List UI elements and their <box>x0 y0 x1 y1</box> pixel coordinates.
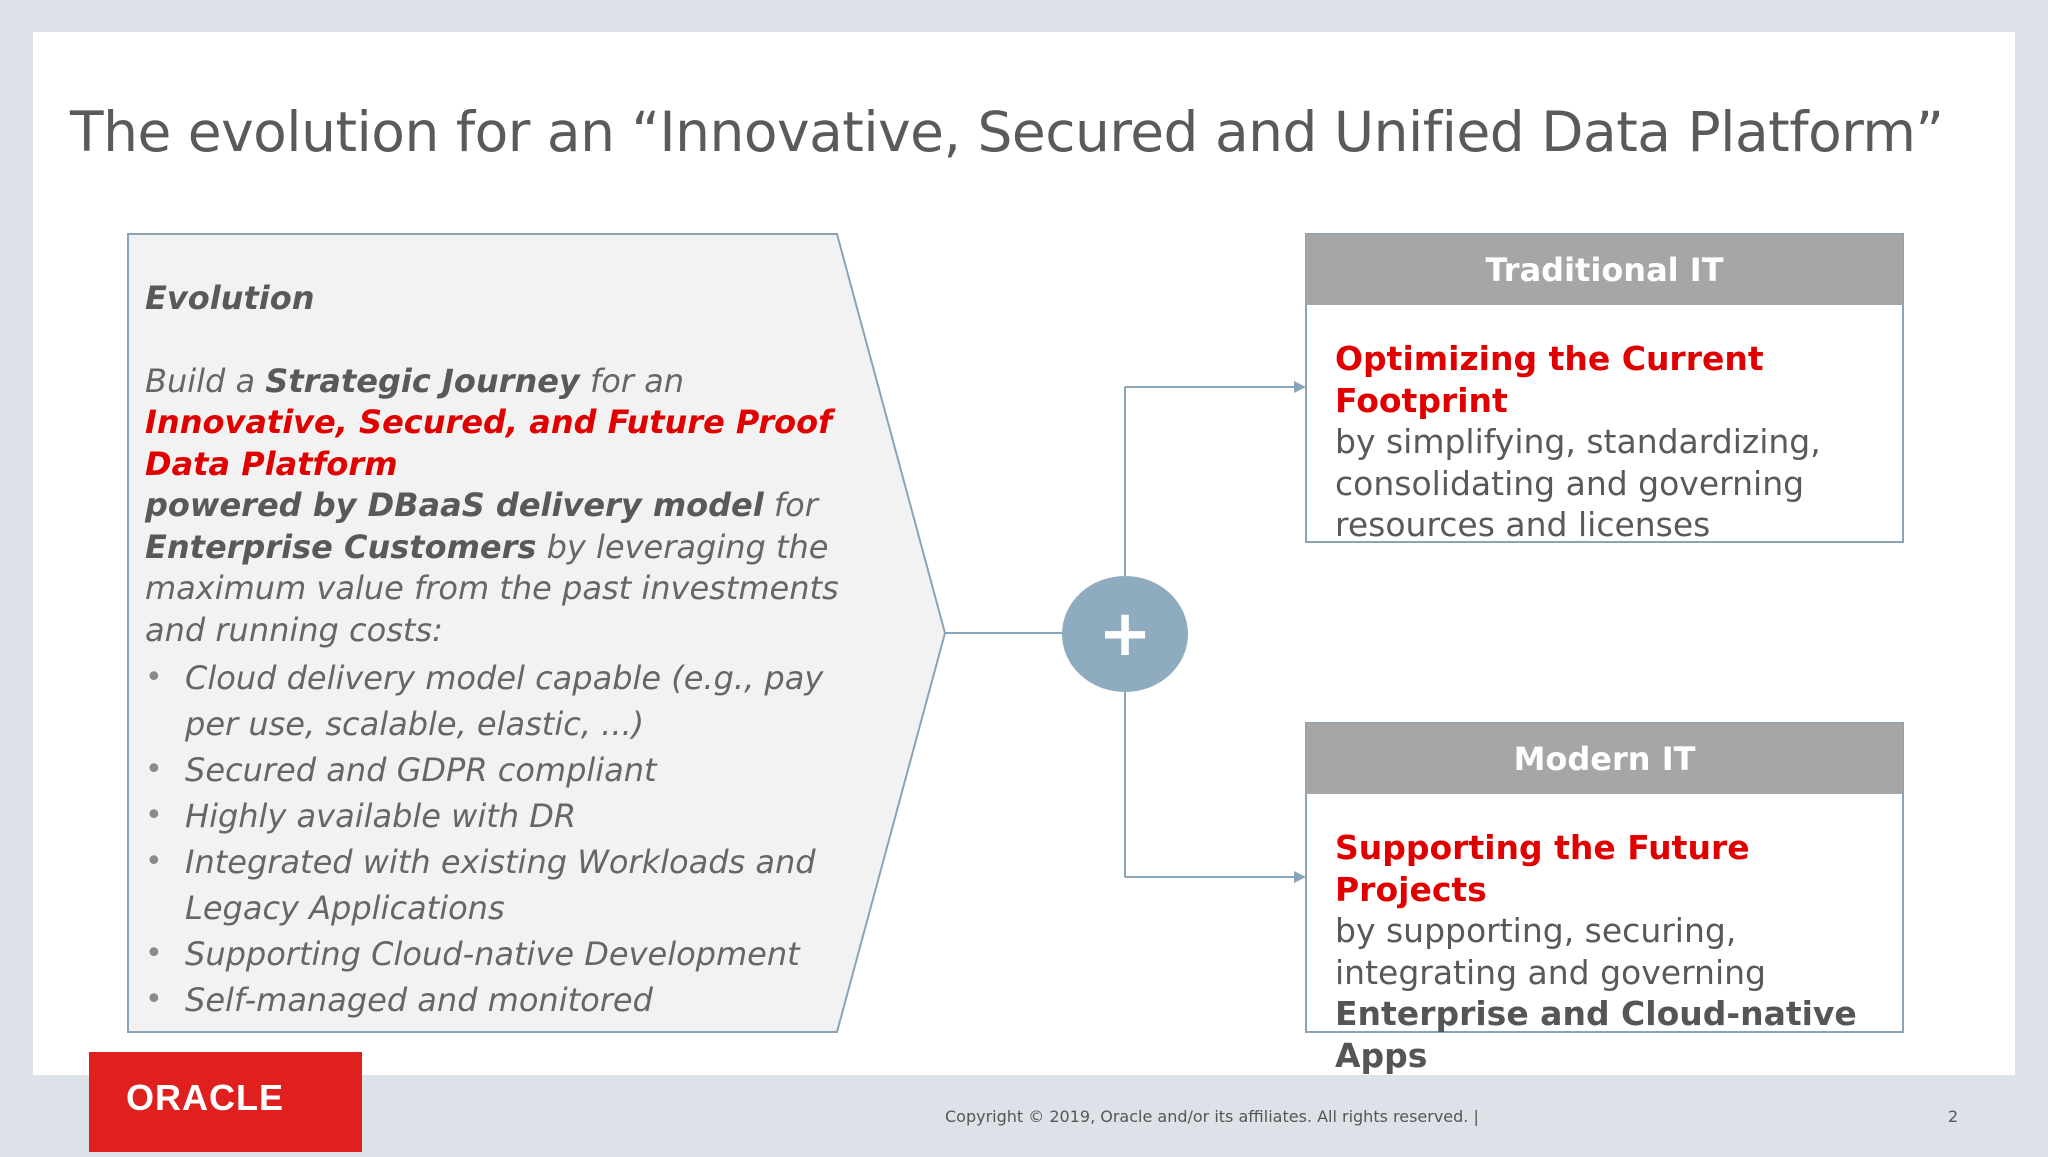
text-run: by leveraging the maximum value from the past investments and running costs: <box>145 527 839 649</box>
copyright-text: Copyright © 2019, Oracle and/or its affiliates. All rights reserved. | <box>945 1107 1479 1126</box>
bullet-icon: • <box>145 752 163 787</box>
bullet-text: Supporting Cloud-native Development <box>185 935 800 973</box>
oracle-logo-icon <box>89 1052 362 1152</box>
bullet-text: Integrated with existing Workloads and Legacy Applications <box>185 843 816 927</box>
text-run: for <box>763 486 818 524</box>
slide-title: The evolution for an “Innovative, Secured and Unified Data Platform” <box>70 100 1944 164</box>
traditional-it-header: Traditional IT <box>1306 234 1903 305</box>
text-run-bold: powered by DBaaS delivery model <box>145 486 764 524</box>
arrow-head <box>1294 381 1306 393</box>
oracle-logo <box>89 1052 362 1152</box>
bullet-icon: • <box>145 982 163 1017</box>
bullet-icon: • <box>145 798 163 833</box>
modern-it-body <box>1335 827 1895 1076</box>
plus-icon: + <box>1098 597 1152 671</box>
bullet-item <box>145 793 865 839</box>
bullet-text: Cloud delivery model capable (e.g., pay per use, scalable, elastic, ...) <box>185 659 824 743</box>
text-run: for an <box>579 361 685 400</box>
bullet-icon: • <box>145 660 163 695</box>
oracle-logo-wordmark: ORACLE <box>126 1077 284 1118</box>
evolution-bullet-list <box>145 655 865 1023</box>
bullet-text: Secured and GDPR compliant <box>185 751 657 789</box>
modern-it-header: Modern IT <box>1306 723 1903 794</box>
evolution-text-block <box>145 278 865 1023</box>
text-run-highlight: Innovative, Secured, and Future Proof Data Platform <box>145 403 833 483</box>
text-run-bold: Strategic Journey <box>265 361 580 400</box>
bullet-icon: • <box>145 844 163 879</box>
text-run: Build a <box>145 361 266 400</box>
evolution-paragraph <box>145 361 865 652</box>
bullet-text: Highly available with DR <box>185 797 577 835</box>
bullet-item <box>145 839 865 931</box>
bullet-item <box>145 747 865 793</box>
traditional-it-highlight: Optimizing the Current Footprint <box>1335 339 1764 420</box>
page-number: 2 <box>1948 1107 1959 1126</box>
bullet-item <box>145 931 865 977</box>
text-run-bold: Enterprise Customers <box>145 527 537 566</box>
bullet-text: Self-managed and monitored <box>185 981 653 1019</box>
traditional-it-description: by simplifying, standardizing, consolidating and governing resources and licenses <box>1335 422 1821 544</box>
modern-it-strong-text: Enterprise and Cloud-native Apps <box>1335 994 1857 1075</box>
arrow-head <box>1294 871 1306 883</box>
evolution-heading: Evolution <box>145 279 315 317</box>
bullet-icon: • <box>145 936 163 971</box>
bullet-item <box>145 655 865 747</box>
bullet-item <box>145 977 865 1023</box>
modern-it-highlight: Supporting the Future Projects <box>1335 828 1750 909</box>
traditional-it-body <box>1335 338 1895 546</box>
modern-it-description: by supporting, securing, integrating and governing <box>1335 911 1766 992</box>
